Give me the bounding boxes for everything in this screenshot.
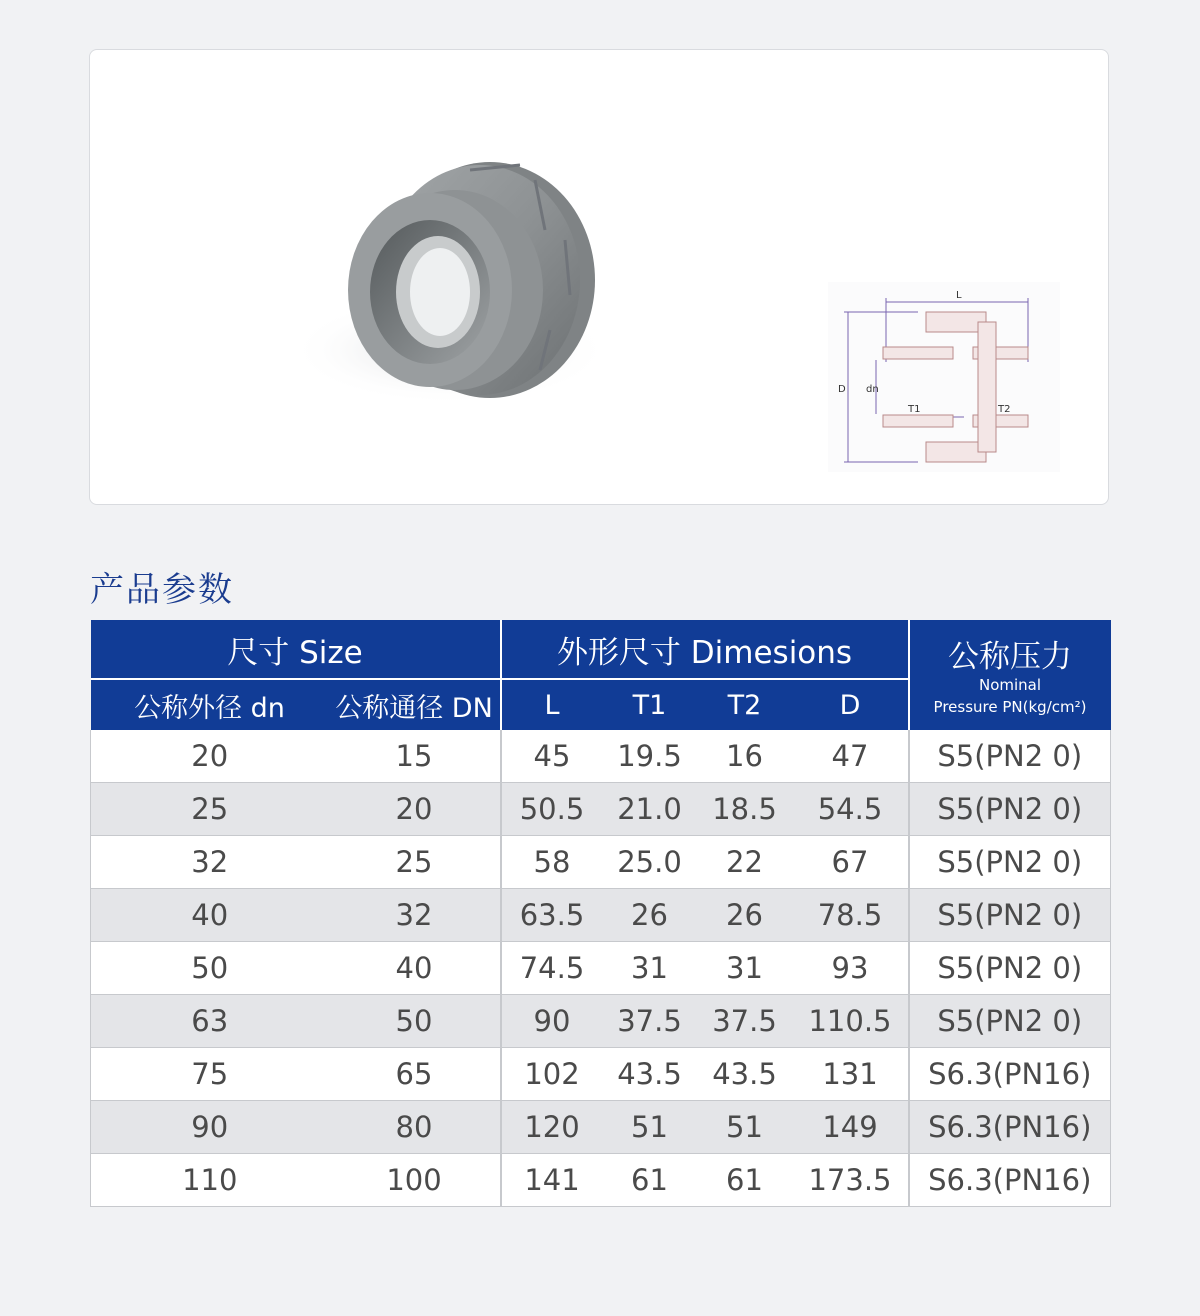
subheader-dn: 公称外径 dn <box>91 679 329 730</box>
pvc-union-fitting-photo <box>280 120 610 450</box>
diagram-label-T2: T2 <box>998 404 1011 415</box>
header-pressure <box>909 620 1111 730</box>
diagram-label-L: L <box>956 290 962 301</box>
dimension-diagram <box>828 282 1060 472</box>
header-dimensions: 外形尺寸 Dimesions <box>501 620 909 679</box>
cell-DN: 80 <box>329 1101 501 1154</box>
cell-DN: 40 <box>329 942 501 995</box>
cell-L: 74.5 <box>501 942 603 995</box>
diagram-label-D: D <box>838 384 846 395</box>
cell-T2: 16 <box>697 730 793 783</box>
header-pressure-sub1: Nominal <box>978 676 1042 694</box>
cell-D: 110.5 <box>793 995 909 1048</box>
diagram-label-dn: dn <box>866 384 879 395</box>
cell-T2: 51 <box>697 1101 793 1154</box>
cell-T1: 31 <box>603 942 697 995</box>
cell-T1: 43.5 <box>603 1048 697 1101</box>
cell-D: 47 <box>793 730 909 783</box>
cell-T2: 18.5 <box>697 783 793 836</box>
cell-dn: 25 <box>91 783 329 836</box>
cell-T1: 61 <box>603 1154 697 1207</box>
cell-T1: 26 <box>603 889 697 942</box>
cell-T1: 19.5 <box>603 730 697 783</box>
cell-dn: 90 <box>91 1101 329 1154</box>
cell-pressure: S6.3(PN16) <box>909 1154 1111 1207</box>
table-row <box>91 836 1111 889</box>
cell-L: 141 <box>501 1154 603 1207</box>
cell-pressure: S5(PN2 0) <box>909 730 1111 783</box>
cell-pressure: S5(PN2 0) <box>909 783 1111 836</box>
cell-dn: 40 <box>91 889 329 942</box>
cell-pressure: S6.3(PN16) <box>909 1101 1111 1154</box>
cell-D: 54.5 <box>793 783 909 836</box>
cell-L: 45 <box>501 730 603 783</box>
cell-DN: 65 <box>329 1048 501 1101</box>
section-title: 产品参数 <box>90 570 234 610</box>
cell-DN: 15 <box>329 730 501 783</box>
cell-D: 173.5 <box>793 1154 909 1207</box>
cell-L: 63.5 <box>501 889 603 942</box>
cell-D: 67 <box>793 836 909 889</box>
cell-pressure: S5(PN2 0) <box>909 889 1111 942</box>
table-row <box>91 942 1111 995</box>
table-row <box>91 995 1111 1048</box>
cell-D: 78.5 <box>793 889 909 942</box>
cell-T1: 25.0 <box>603 836 697 889</box>
cell-dn: 32 <box>91 836 329 889</box>
cell-pressure: S6.3(PN16) <box>909 1048 1111 1101</box>
cell-L: 90 <box>501 995 603 1048</box>
table-row <box>91 1101 1111 1154</box>
table-row <box>91 1154 1111 1207</box>
diagram-label-T1: T1 <box>908 404 921 415</box>
header-pressure-title: 公称压力 <box>948 639 1073 675</box>
cell-DN: 25 <box>329 836 501 889</box>
cell-dn: 50 <box>91 942 329 995</box>
subheader-L: L <box>501 679 603 730</box>
cell-DN: 100 <box>329 1154 501 1207</box>
cell-dn: 110 <box>91 1154 329 1207</box>
table-row <box>91 889 1111 942</box>
cell-pressure: S5(PN2 0) <box>909 942 1111 995</box>
cell-dn: 75 <box>91 1048 329 1101</box>
cell-T1: 21.0 <box>603 783 697 836</box>
subheader-T1: T1 <box>603 679 697 730</box>
cell-DN: 50 <box>329 995 501 1048</box>
product-parameters-table <box>90 620 1111 1207</box>
cell-T2: 61 <box>697 1154 793 1207</box>
cell-T2: 31 <box>697 942 793 995</box>
table-row <box>91 783 1111 836</box>
cell-pressure: S5(PN2 0) <box>909 995 1111 1048</box>
cell-D: 131 <box>793 1048 909 1101</box>
cell-T2: 22 <box>697 836 793 889</box>
table-row <box>91 730 1111 783</box>
cell-dn: 20 <box>91 730 329 783</box>
subheader-DN: 公称通径 DN <box>329 679 501 730</box>
product-image-card <box>89 49 1109 505</box>
cell-D: 93 <box>793 942 909 995</box>
cell-T2: 26 <box>697 889 793 942</box>
subheader-T2: T2 <box>697 679 793 730</box>
cell-T2: 43.5 <box>697 1048 793 1101</box>
header-pressure-sub2: Pressure PN(kg/cm²) <box>933 698 1087 716</box>
header-size: 尺寸 Size <box>91 620 501 679</box>
cell-dn: 63 <box>91 995 329 1048</box>
cell-T2: 37.5 <box>697 995 793 1048</box>
cell-T1: 51 <box>603 1101 697 1154</box>
cell-T1: 37.5 <box>603 995 697 1048</box>
cell-pressure: S5(PN2 0) <box>909 836 1111 889</box>
cell-L: 102 <box>501 1048 603 1101</box>
cell-DN: 32 <box>329 889 501 942</box>
subheader-D: D <box>793 679 909 730</box>
cell-DN: 20 <box>329 783 501 836</box>
cell-D: 149 <box>793 1101 909 1154</box>
table-row <box>91 1048 1111 1101</box>
cell-L: 120 <box>501 1101 603 1154</box>
cell-L: 58 <box>501 836 603 889</box>
cell-L: 50.5 <box>501 783 603 836</box>
